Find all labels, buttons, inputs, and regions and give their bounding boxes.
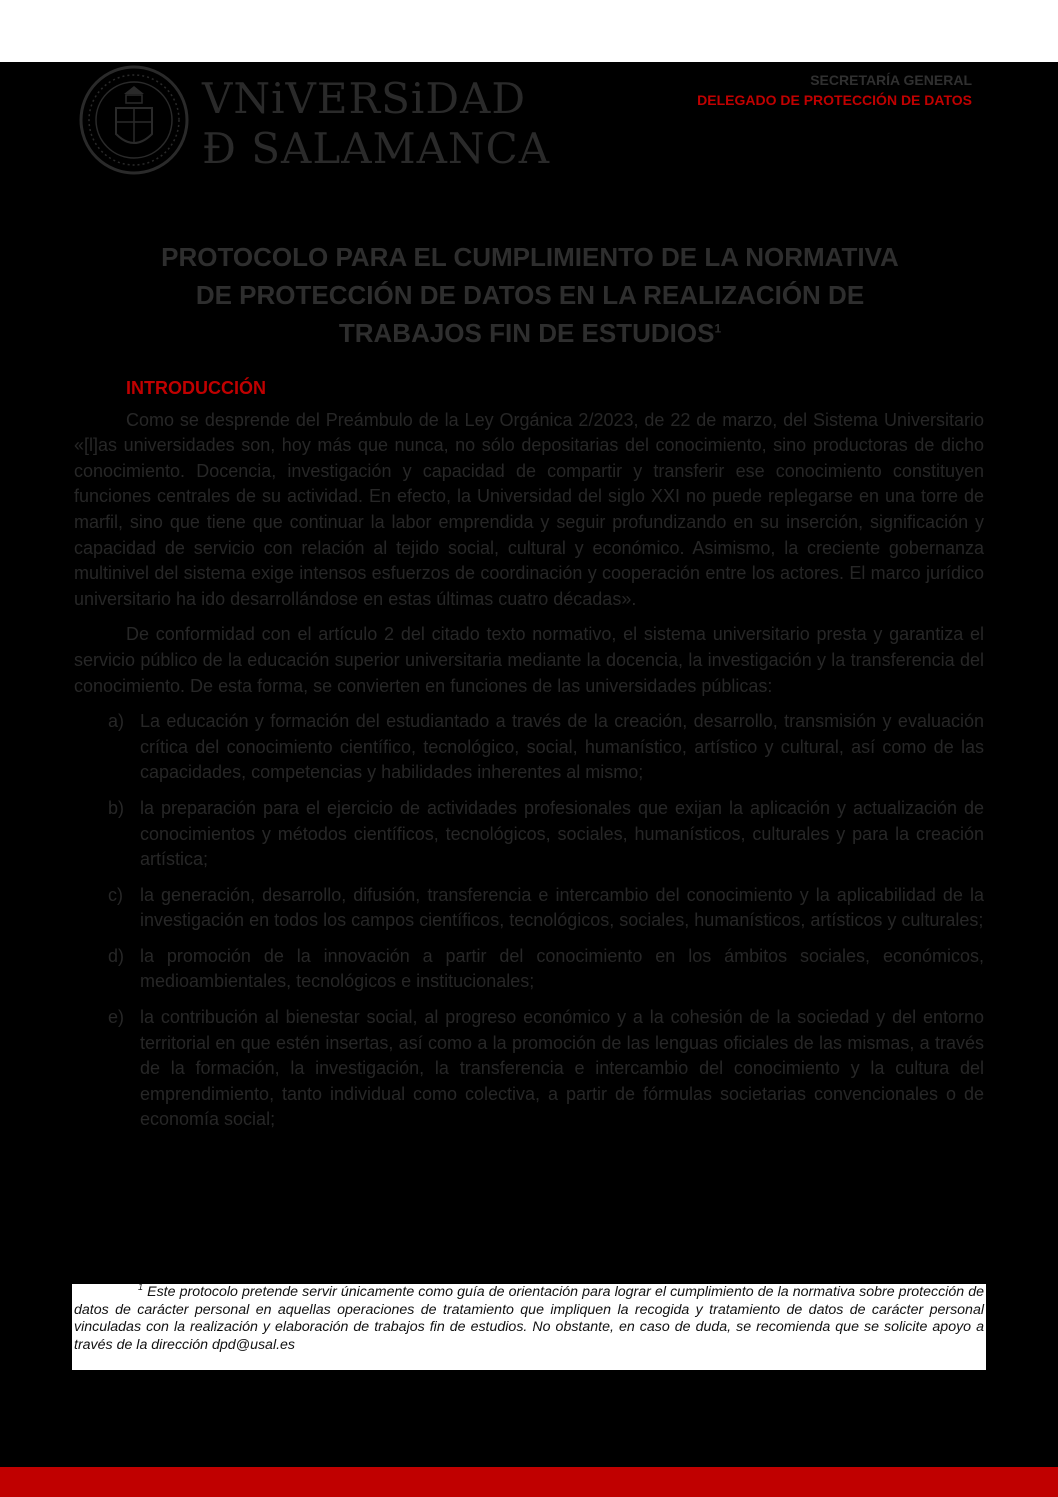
list-item-text: la preparación para el ejercicio de actividades profesionales que exijan la aplicación y actualización de conocimientos y métodos científicos, tecnológicos, sociales, humanísticos, culturales y para la creación artística;	[140, 797, 984, 870]
list-item-text: la promoción de la innovación a partir del conocimiento en los ámbitos sociales, económicos, medioambientales, tecnológicos e institucionales;	[140, 945, 984, 992]
list-item	[74, 883, 984, 934]
logo-line-1: VNiVERSiDAD	[202, 74, 527, 123]
section-heading: INTRODUCCIÓN	[126, 378, 266, 398]
list-marker: d)	[108, 945, 125, 966]
list-item	[74, 944, 984, 995]
paragraph-2: De conformidad con el artículo 2 del citado texto normativo, el sistema universitario presta y garantiza el servicio público de la educación superior universitaria mediante la docencia, la investigación y la transferencia del conocimiento. De esta forma, se convierten en funciones de las universidades públicas:	[74, 624, 984, 696]
footnote-marker: 1	[138, 1282, 144, 1293]
title-footnote-ref: 1	[714, 321, 722, 336]
list-marker: a)	[108, 711, 125, 732]
list-item-text: la generación, desarrollo, difusión, transferencia e intercambio del conocimiento y la aplicabilidad de la investigación en todos los campos científicos, tecnológicos, sociales, humanísticos, artísticos y culturales;	[140, 884, 984, 931]
list-item	[74, 796, 984, 873]
university-logo	[78, 64, 551, 176]
list-item-text: la contribución al bienestar social, al progreso económico y a la cohesión de la sociedad y del entorno territorial en que estén insertas, así como a la promoción de las lenguas oficiales de las mismas, a través de la formación, la investigación, la transferencia e intercambio del conocimiento y la cultura del emprendimiento, tanto individual como colectiva, a partir de fórmulas societarias convencionales o de economía social;	[140, 1007, 984, 1130]
list-item-text: La educación y formación del estudiantado a través de la creación, desarrollo, transmisión y evaluación crítica del conocimiento científico, tecnológico, social, humanístico, artístico y cultural, así como de las capacidades, competencias y habilidades inherentes al mismo;	[140, 711, 984, 783]
document-body	[74, 376, 984, 1143]
paragraph-1: Como se desprende del Preámbulo de la Ley Orgánica 2/2023, de 22 de marzo, del Sistema Universitario «[l]as universidades son, hoy más que nunca, no sólo depositarias del conocimiento, sino productoras de dicho conocimiento. Docencia, investigación y capacidad de compartir y transferir ese conocimiento constituyen funciones centrales de su actividad. En efecto, la Universidad del siglo XXI no puede replegarse en una torre de marfil, sino que tiene que continuar la labor emprendida y seguir profundizando en su inserción, significación y capacidad de servicio con relación al tejido social, cultural y económico. Asimismo, la creciente gobernanza multinivel del sistema exige intensos esfuerzos de coordinación y cooperación entre los actores. El marco jurídico universitario ha ido desarrollándose en estas últimas cuatro décadas».	[74, 409, 984, 609]
footnote	[72, 1284, 986, 1370]
list-item	[74, 709, 984, 786]
department-line-2: DELEGADO DE PROTECCIÓN DE DATOS	[697, 92, 972, 108]
list-marker: b)	[108, 797, 125, 818]
list-marker: e)	[108, 1007, 125, 1028]
title-line-3	[60, 314, 1000, 352]
list-marker: c)	[108, 884, 123, 905]
document-title	[60, 238, 1000, 352]
title-line-2: DE PROTECCIÓN DE DATOS EN LA REALIZACIÓN DE	[195, 280, 865, 310]
list-item	[74, 1005, 984, 1133]
university-seal-icon	[78, 64, 190, 176]
footnote-text: Este protocolo pretende servir únicamente como guía de orientación para lograr el cumplimiento de la normativa sobre protección de datos de carácter personal en aquellas operaciones de tratamiento que impliquen la recogida y tratamiento de datos de carácter personal vinculadas con la realización y elaboración de trabajos fin de estudios. No obstante, en caso de duda, se recomienda que se solicite apoyo a través de la dirección dpd@usal.es	[74, 1284, 984, 1353]
functions-list	[74, 709, 984, 1133]
department-line-1: SECRETARÍA GENERAL	[810, 72, 972, 88]
logo-line-2: Ð SALAMANCA	[202, 124, 551, 173]
department-header	[697, 70, 972, 110]
footer-bar	[0, 1467, 1058, 1497]
title-line-1: PROTOCOLO PARA EL CUMPLIMIENTO DE LA NORMATIVA	[161, 242, 899, 272]
title-line-3-text: TRABAJOS FIN DE ESTUDIOS	[338, 318, 715, 348]
